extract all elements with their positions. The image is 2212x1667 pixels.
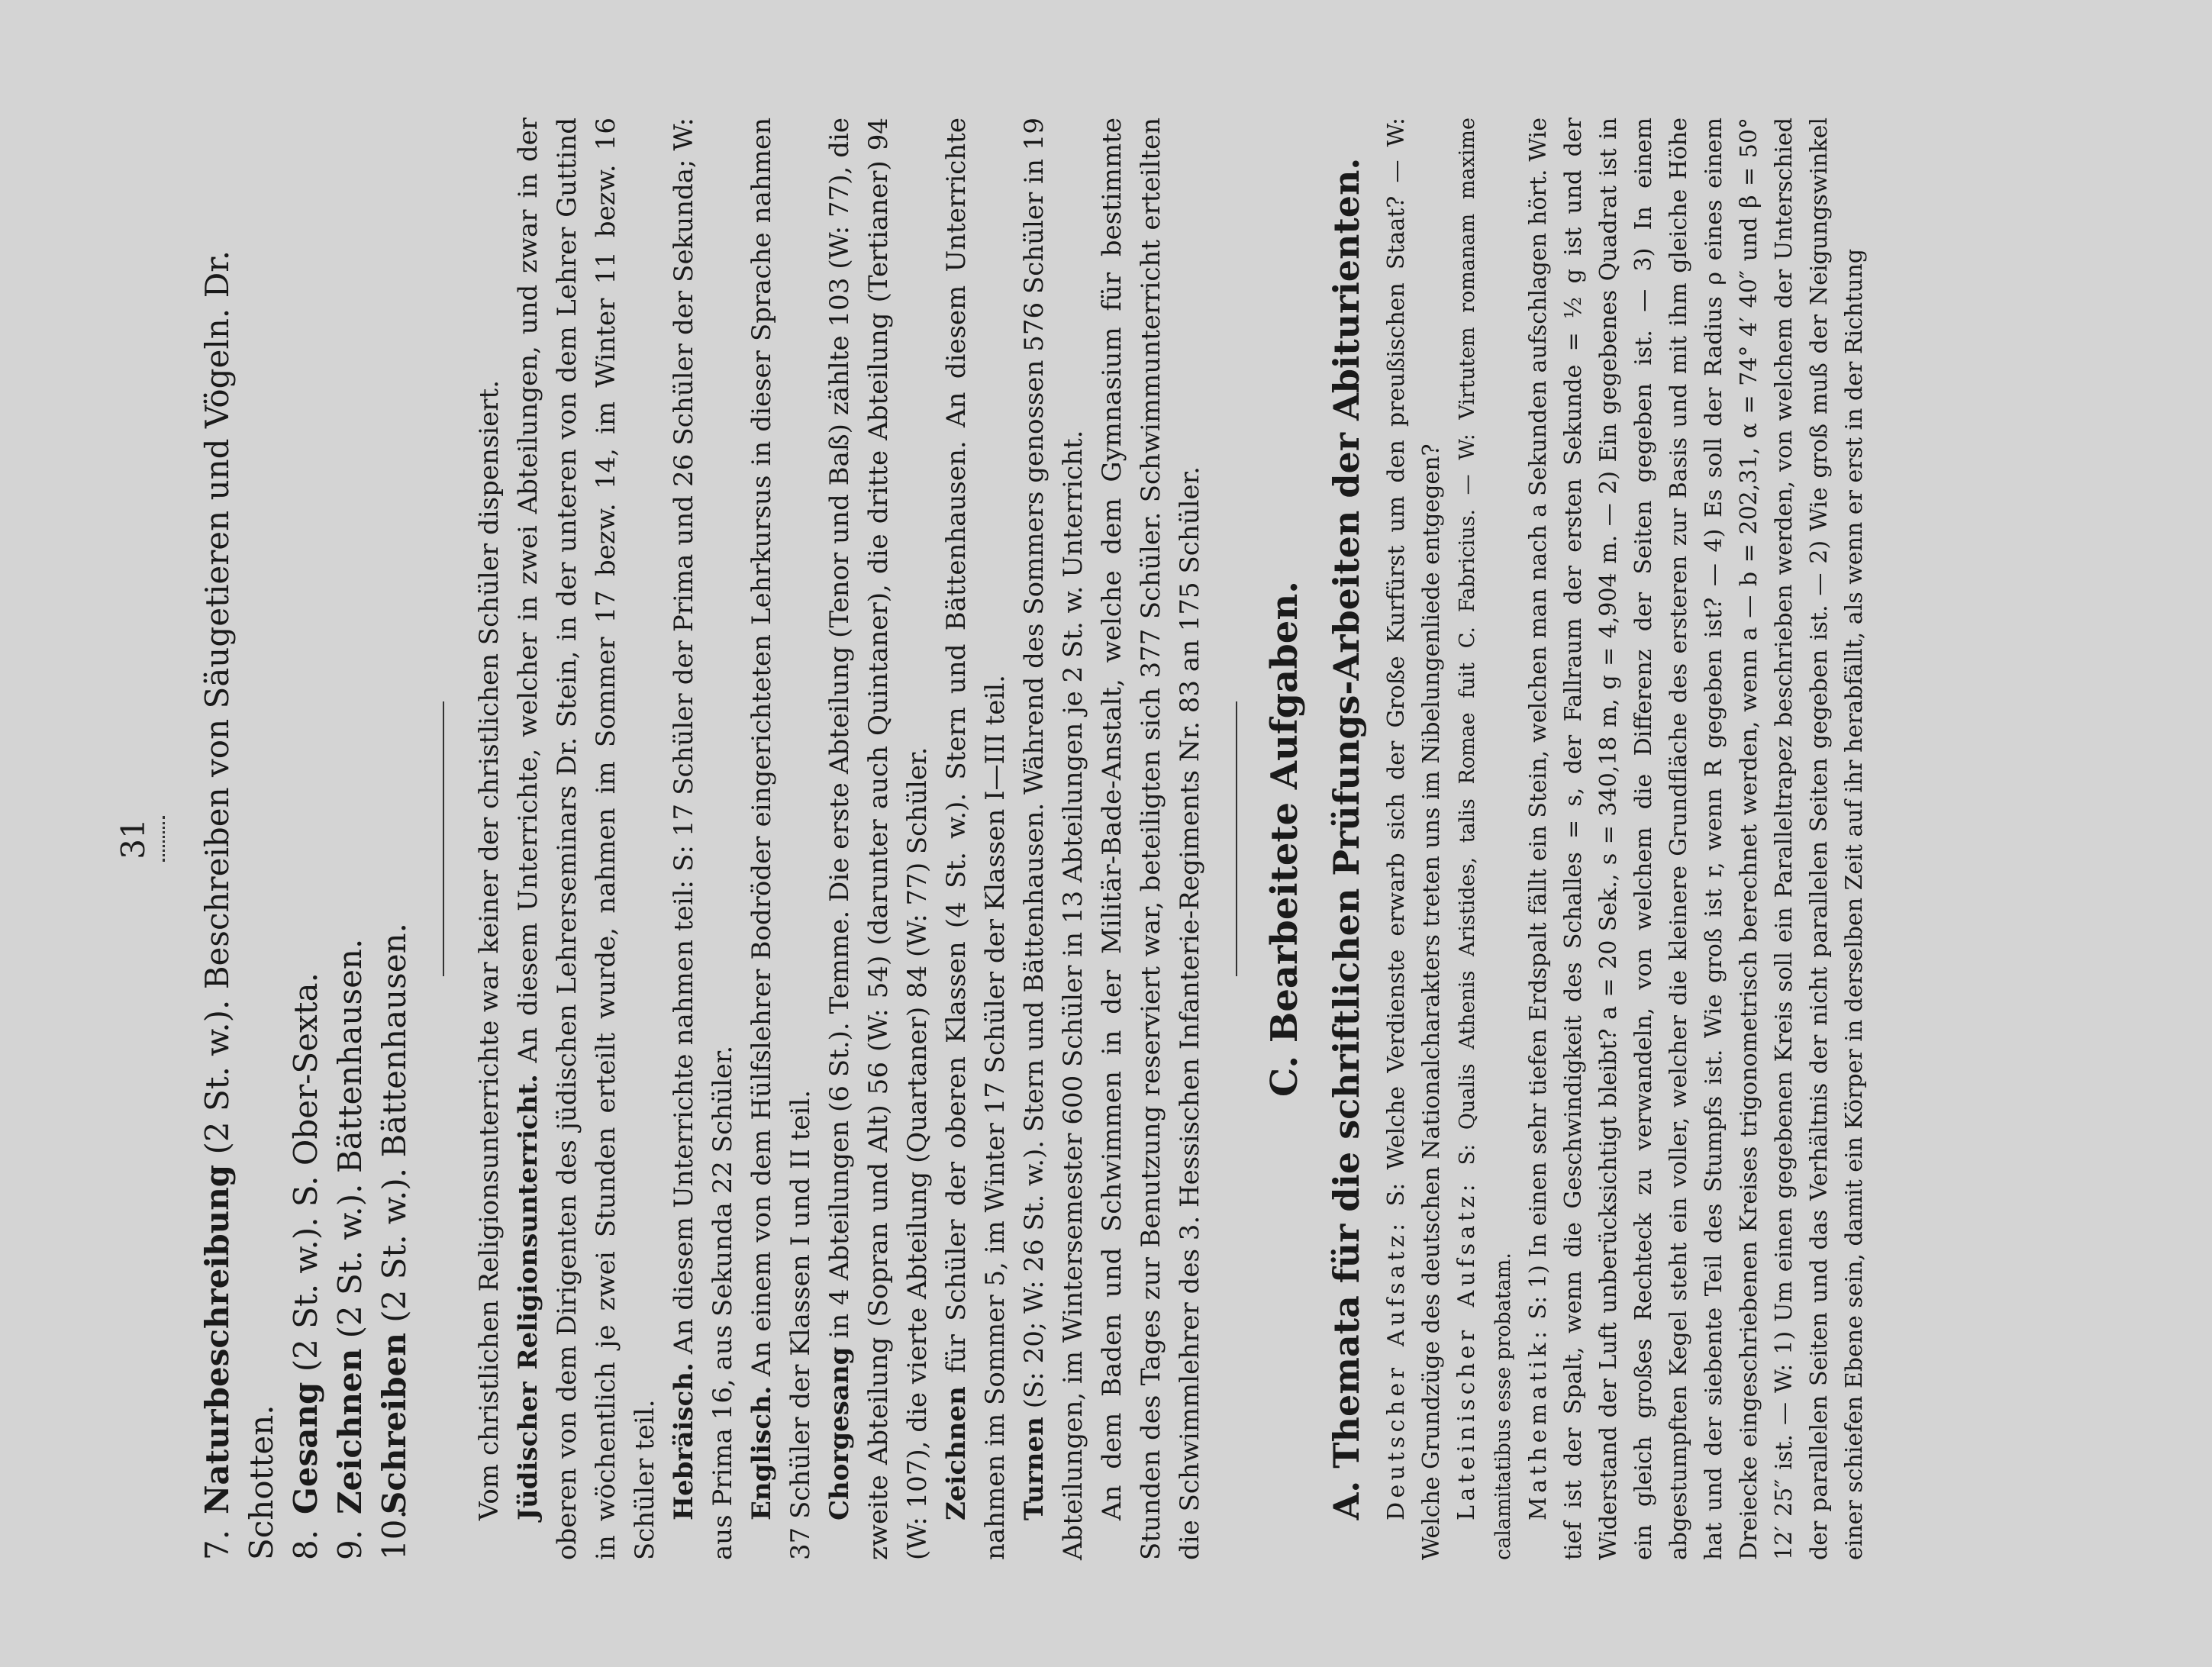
subject-name: Naturbeschreibung [198, 1164, 236, 1514]
section-c-heading: C. Bearbeitete Aufgaben. [1263, 581, 1306, 1097]
theme-german: Deutscher Aufsatz: S: Welche Verdienste erwarb sich der Große Kurfürst um den preußischen Staat? — W: Welche Grundzüge des deutschen Nationalcharakters treten uns im Nibelungenliede entgegen? [1383, 118, 1445, 1560]
paragraph: Englisch. An einem von dem Hülfslehrer Bodröder eingerichteten Lehrkursus in dieser Sprache nahmen 37 Schüler der Klassen I und II teil. [746, 118, 816, 1560]
subject-item: 8.Gesang (2 St. w.). S. Ober-Sexta. [287, 972, 324, 1560]
section-a-heading: A. Themata für die schriftlichen Prüfungs-Arbeiten der Abiturienten. [1326, 157, 1367, 1520]
subject-name: Schreiben [376, 1333, 413, 1514]
subject-text: (2 St. w.). Bättenhausen. [376, 923, 413, 1323]
paragraph: Zeichnen für Schüler der oberen Klassen (4 St. w.). Stern und Bättenhausen. An diesem Unterrichte nahmen im Sommer 5, im Winter 17 Schüler der Klassen I—III teil. [941, 118, 1011, 1560]
subject-name: Zeichnen [331, 1348, 369, 1514]
subject-item: 9.Zeichnen (2 St. w.). Bättenhausen. [331, 938, 369, 1560]
paragraph: Turnen (S: 20; W: 26 St. w.). Stern und Bättenhausen. Während des Sommers genossen 576 Schüler in 19 Abteilungen, im Wintersemester 600 Schüler in 13 Abteilungen je 2 St. w. Unterricht. [1019, 117, 1088, 1560]
page-number: 31 [114, 818, 152, 859]
subject-list [195, 118, 417, 1560]
section-divider [1236, 701, 1237, 976]
section-divider [443, 701, 444, 976]
subject-text: (2 St. w.). Bättenhausen. [331, 938, 369, 1339]
subject-text: (2 St. w.). S. Ober-Sexta. [287, 972, 324, 1372]
paragraph: Vom christlichen Religionsunterrichte war keiner der christlichen Schüler dispensiert. [474, 379, 505, 1520]
subject-name: Gesang [287, 1382, 324, 1514]
paragraph: Chorgesang in 4 Abteilungen (6 St.). Temme. Die erste Abteilung (Tenor und Baß) zählte 103 (W: 77), die zweite Abteilung (Sopran und Alt) 56 (W: 54) (darunter auch Quintaner), die dritte Abteilung (Tertianer) 94 (W: 107), die vierte Abteilung (Quartaner) 84 (W: 77) Schüler. [824, 118, 933, 1560]
theme-latin: Lateinischer Aufsatz: S: Qualis Athenis Aristides, talis Romae fuit C. Fabricius. — W: Virtutem romanam maxime calamitatibus esse probatam. [1453, 118, 1515, 1560]
theme-math: Mathematik: S: 1) In einen sehr tiefen Erdspalt fällt ein Stein, welchen man nach a Sekunden aufschlagen hört. Wie tief ist der Spalt, wenn die Geschwindigkeit des Schalles = s, der Fallraum der ersten Sekunde = ½ g ist und der Widerstand der Luft unberücksichtigt bleibt? a = 20 Sek., s = 340,18 m, g = 4,904 m. — 2) Ein gegebenes Quadrat ist in ein gleich großes Rechteck zu verwandeln, von welchem die Differenz der Seiten gegeben ist. — 3) In einem abgestumpften Kegel steht ein voller, welcher die kleinere Grundfläche des ersteren zur Basis und mit ihm gleiche Höhe hat und der siebente Teil des Stumpfs ist. Wie groß ist r, wenn R gegeben ist? — 4) Es soll der Radius ρ eines einem Dreiecke eingeschriebenen Kreises trigonometrisch berechnet werden, wenn a — b = 202,31, α = 74° 4′ 40″ und β = 50° 12′ 25″ ist. — W: 1) Um einen gegebenen Kreis soll ein Paralleltrapez beschrieben werden, von welchem der Unterschied der parallelen Seiten und das Verhältnis der nicht parallelen Seiten gegeben ist. — 2) Wie groß muß der Neigungswinkel einer schiefen Ebene sein, damit ein Körper in derselben Zeit auf ihr herabfällt, als wenn er erst in der Richtung [1525, 118, 1868, 1560]
subject-text: (2 St. w.). Beschreiben von Säugetieren und Vögeln. Dr. Schotten. [198, 250, 280, 1560]
paragraph: An dem Baden und Schwimmen in der Militär-Bade-Anstalt, welche dem Gymnasium für bestimmte Stunden des Tages zur Benutzung reserviert war, beteiligten sich 377 Schüler. Schwimmunterricht erteilten die Schwimmlehrer des 3. Hessischen Infanterie-Regiments Nr. 83 an 175 Schüler. [1097, 118, 1205, 1560]
paragraph: Jüdischer Religionsunterricht. An diesem Unterrichte, welcher in zwei Abteilungen, und zwar in der oberen von dem Dirigenten des jüdischen Lehrerseminars Dr. Stein, in der unteren von dem Lehrer Guttind in wöchentlich je zwei Stunden erteilt wurde, nahmen im Sommer 17 bezw. 14, im Winter 11 bezw. 16 Schüler teil. [513, 117, 660, 1560]
paragraph: Hebräisch. An diesem Unterrichte nahmen teil: S: 17 Schüler der Prima und 26 Schüler der Sekunda; W: aus Prima 16, aus Sekunda 22 Schüler. [669, 117, 738, 1560]
subject-item: 10.Schreiben (2 St. w.). Bättenhausen. [376, 923, 413, 1560]
page-content [114, 118, 1872, 1560]
subject-item: 7.Naturbeschreibung (2 St. w.). Beschreiben von Säugetieren und Vögeln. Dr. Schotten. [198, 250, 280, 1560]
page-number-ornament [156, 816, 165, 862]
